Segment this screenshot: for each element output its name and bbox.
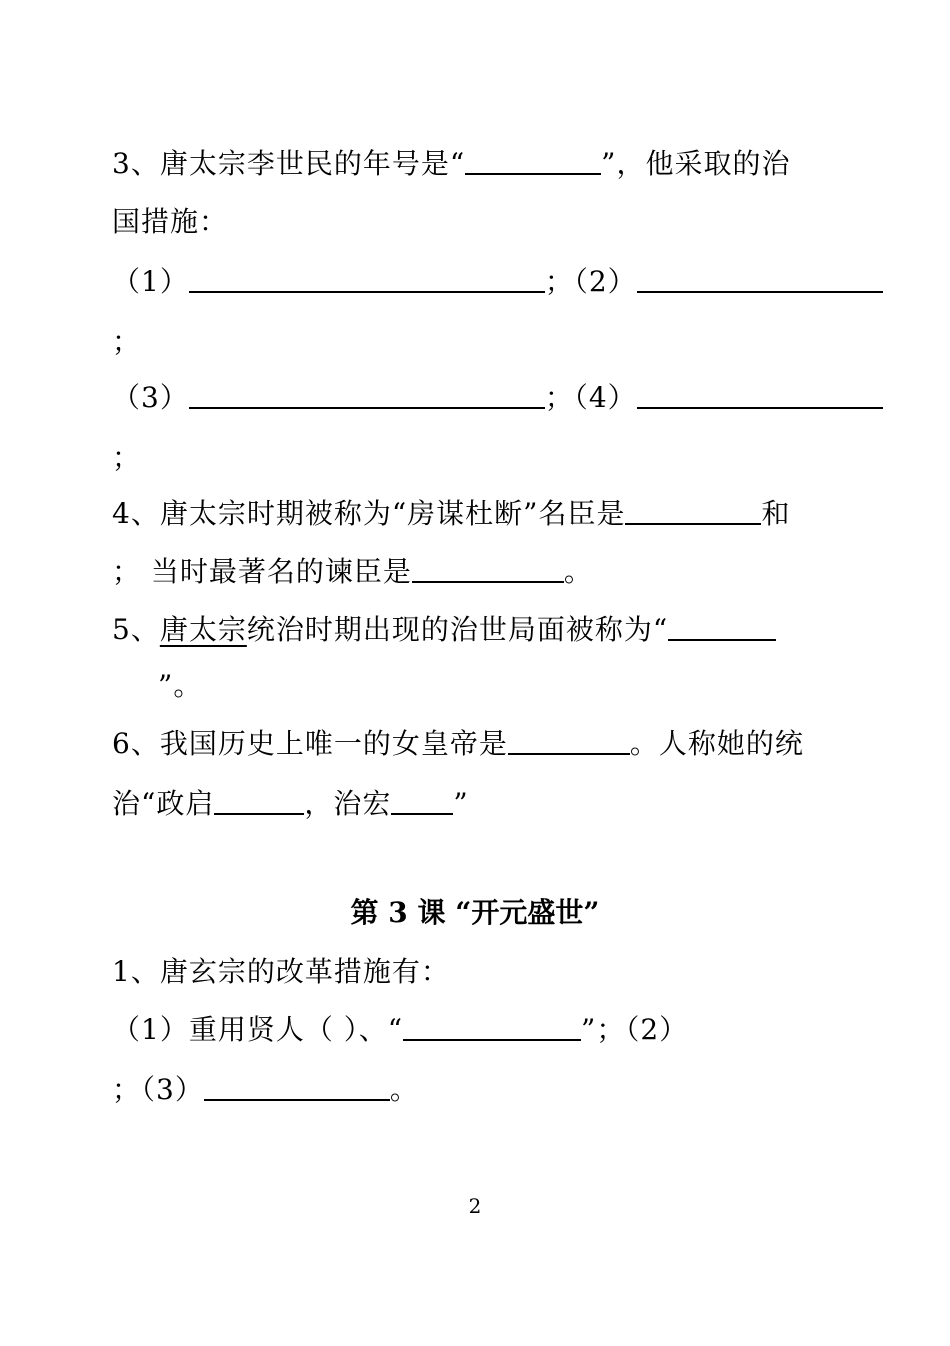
q3-text-measures: 国措施： bbox=[112, 205, 229, 238]
q4-text-b: 和 bbox=[761, 497, 791, 530]
q6-text-b: 。人称她的统 bbox=[629, 727, 804, 760]
q6-text-c: 治“政启 bbox=[112, 787, 215, 820]
q4-blank-remonstrator[interactable] bbox=[412, 555, 564, 583]
l3-q1-line-3: ；（3） 。 bbox=[112, 1073, 419, 1106]
q3-blank-2[interactable] bbox=[637, 265, 883, 293]
q3-text-b: ”，他采取的治 bbox=[601, 147, 791, 180]
q3-blank-4[interactable] bbox=[637, 381, 883, 409]
q4-text-d: 。 bbox=[563, 555, 593, 588]
l3-q1-text-b: ”；（2） bbox=[581, 1013, 689, 1046]
l3-q1-text-a: （1）重用贤人（ ）、“ bbox=[112, 1013, 404, 1046]
q3-blank-1[interactable] bbox=[189, 265, 545, 293]
q6-blank-1[interactable] bbox=[214, 787, 304, 815]
l3-q1-line-2 bbox=[112, 1010, 688, 1050]
q6-text-a: 6、我国历史上唯一的女皇帝是 bbox=[112, 727, 508, 760]
q3-blank-era[interactable] bbox=[465, 147, 601, 175]
q6-blank-empress[interactable] bbox=[508, 727, 630, 755]
q3-items-3-4 bbox=[112, 378, 883, 418]
q3-item-3-label: （3） bbox=[112, 381, 189, 414]
l3-q1-line-1: 1、唐玄宗的改革措施有： bbox=[112, 955, 450, 988]
q3-line-1 bbox=[112, 144, 790, 184]
q3-item-4-label: ；（4） bbox=[544, 381, 637, 414]
q6-line-1 bbox=[112, 724, 804, 764]
q4-text-a: 4、唐太宗时期被称为“房谋杜断”名臣是 bbox=[112, 497, 626, 530]
q3-line-2 bbox=[112, 202, 228, 242]
q3-blank-3[interactable] bbox=[189, 381, 545, 409]
q3-item-2-label: ；（2） bbox=[544, 265, 637, 298]
q5-line-2: ”。 bbox=[158, 669, 203, 702]
q4-text-c: ； 当时最著名的谏臣是 bbox=[112, 555, 412, 588]
q6-blank-2[interactable] bbox=[391, 787, 453, 815]
q3-items-1-2 bbox=[112, 262, 883, 302]
q3-semicolon-2: ； bbox=[112, 441, 142, 474]
lesson-3-title: 第 3 课 “开元盛世” bbox=[350, 896, 600, 929]
q5-blank-era-name[interactable] bbox=[668, 613, 776, 641]
l3-q1-blank-3[interactable] bbox=[204, 1073, 390, 1101]
l3-q1-blank-1[interactable] bbox=[403, 1013, 581, 1041]
q4-blank-minister[interactable] bbox=[625, 497, 761, 525]
page-number: 2 bbox=[468, 1194, 482, 1218]
l3-q1-text-c: ；（3） bbox=[112, 1073, 204, 1106]
q6-text-d: ，治宏 bbox=[304, 787, 392, 820]
q3-text-a: 3、唐太宗李世民的年号是“ bbox=[112, 147, 466, 180]
q4-line-1 bbox=[112, 494, 790, 534]
q4-line-2 bbox=[112, 552, 593, 592]
q5-underlined-term: 唐太宗 bbox=[159, 613, 247, 646]
q6-line-2: 治“政启 ，治宏 ” bbox=[112, 787, 469, 820]
q3-item-1-label: （1） bbox=[112, 265, 189, 298]
q5-line-1: 5、唐太宗统治时期出现的治世局面被称为“ bbox=[112, 610, 776, 650]
q3-semicolon-1: ； bbox=[112, 325, 142, 358]
q5-text: 统治时期出现的治世局面被称为“ bbox=[246, 613, 669, 646]
